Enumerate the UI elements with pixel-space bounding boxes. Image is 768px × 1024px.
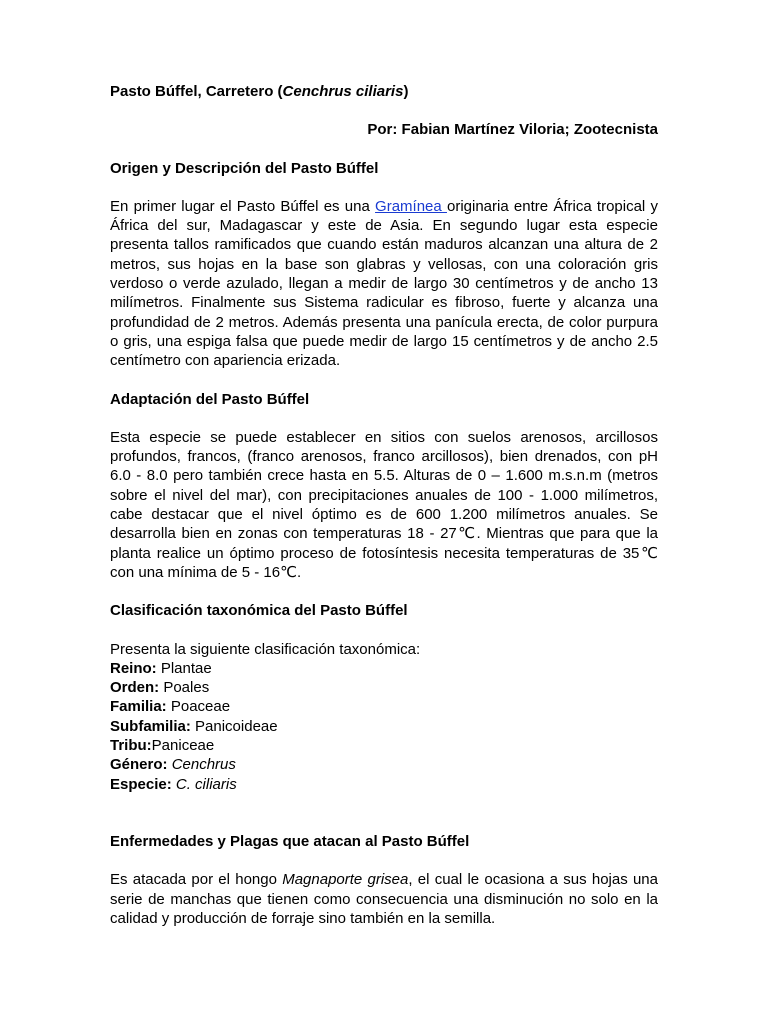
title-prefix: Pasto Búffel, Carretero ( (110, 83, 283, 100)
taxonomy-key: Género: (110, 756, 168, 774)
document-title (110, 82, 658, 101)
taxonomy-key: Especie: (110, 775, 172, 793)
diseases-text-start: Es atacada por el hongo (110, 871, 283, 889)
taxonomy-value: C. ciliaris (175, 775, 237, 793)
taxonomy-value: Poales (159, 679, 210, 697)
taxonomy-item-tribu (110, 736, 658, 755)
taxonomy-list (110, 640, 658, 794)
taxonomy-item-familia (110, 697, 658, 716)
taxonomy-key: Reino: (110, 659, 157, 677)
paragraph-origin (110, 197, 658, 371)
title-scientific-name: Cenchrus ciliaris (282, 83, 404, 100)
diseases-text-rest: , el cual le ocasiona a sus hojas una serie de manchas que tienen como consecuencia una disminución no solo en la calidad y producción de forraje sino también en la semilla. (110, 871, 658, 927)
heading-taxonomy: Clasificación taxonómica del Pasto Búffel (110, 602, 408, 620)
author-line: Por: Fabian Martínez Viloria; Zootecnista (367, 121, 658, 139)
paragraph-adaptation: Esta especie se puede establecer en sitios con suelos arenosos, arcillosos profundos, francos, (franco arenosos, franco arcillosos), bien drenados, con pH 6.0 - 8.0 pero también crece hasta en 5.5. Alturas de 0 – 1.600 m.s.n.m (metros sobre el nivel del mar), con precipitaciones anuales de 100 - 1.000 milímetros, cabe destacar que el nivel óptimo es de 600 1.200 milímetros anuales. Se desarrolla bien en zonas con temperaturas 18 - 27℃. Mientras que para que la planta realice un óptimo proceso de fotosíntesis necesita temperaturas de 35℃ con una mínima de 5 - 16℃. (110, 428, 658, 581)
taxonomy-key: Subfamilia: (110, 717, 191, 735)
taxonomy-item-subfamilia (110, 717, 658, 736)
taxonomy-key: Familia: (110, 698, 167, 716)
taxonomy-value: Paniceae (151, 737, 215, 755)
fungus-name: Magnaporte grisea (282, 871, 409, 889)
taxonomy-item-especie (110, 775, 658, 794)
taxonomy-value: Poaceae (166, 698, 231, 716)
heading-origin: Origen y Descripción del Pasto Búffel (110, 159, 379, 177)
graminea-link[interactable]: Gramínea (375, 197, 447, 215)
taxonomy-value: Cenchrus (171, 756, 236, 774)
title-suffix: ) (403, 83, 409, 100)
taxonomy-value: Plantae (156, 659, 212, 677)
heading-diseases: Enfermedades y Plagas que atacan al Pasto Búffel (110, 832, 470, 850)
taxonomy-intro: Presenta la siguiente clasificación taxonómica: (110, 640, 421, 658)
taxonomy-item-reino (110, 659, 658, 678)
origin-text-rest: originaria entre África tropical y África del sur, Madagascar y este de Asia. En segundo lugar esta especie presenta tallos ramificados que cuando están maduros alcanzan una altura de 2 metros, sus hojas en la base son glabras y vellosas, con una coloración gris verdoso o verde azulado, llegan a medir de largo 30 centímetros y de ancho 13 milímetros. Finalmente sus Sistema radicular es fibroso, fuerte y alcanza una profundidad de 2 metros. Además presenta una panícula erecta, de color purpura o gris, una espiga falsa que puede medir de largo 15 centímetros y de ancho 2.5 centímetro con apariencia erizada. (110, 197, 658, 370)
taxonomy-item-genero (110, 755, 658, 774)
taxonomy-key: Tribu: (110, 737, 152, 755)
taxonomy-key: Orden: (110, 679, 160, 697)
taxonomy-item-orden (110, 678, 658, 697)
document-page (110, 82, 658, 947)
taxonomy-value: Panicoideae (190, 717, 278, 735)
origin-text-start: En primer lugar el Pasto Búffel es una (110, 197, 376, 215)
paragraph-diseases (110, 870, 658, 928)
heading-adaptation: Adaptación del Pasto Búffel (110, 390, 310, 408)
